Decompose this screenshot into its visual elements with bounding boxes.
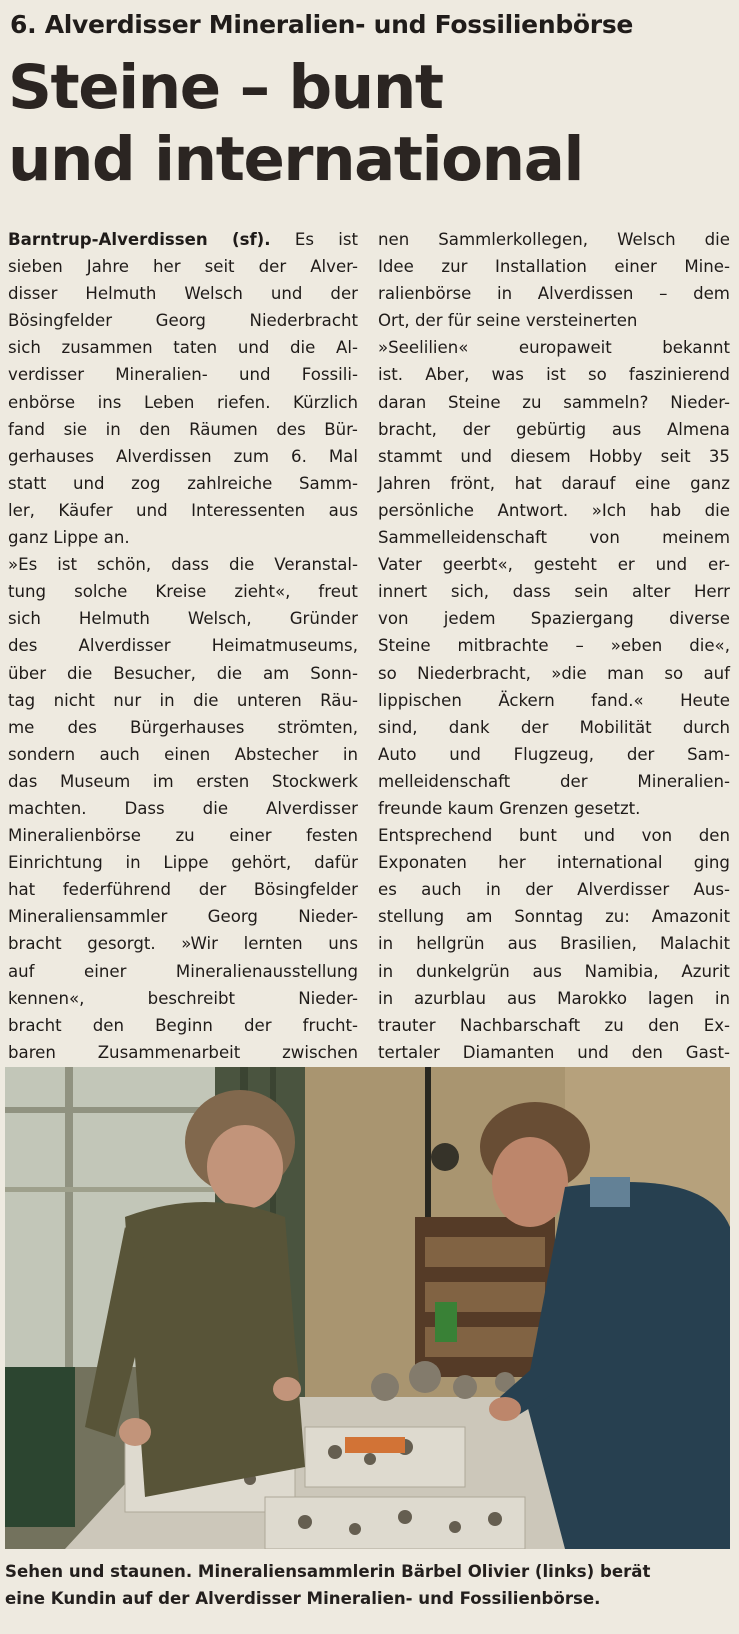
article-line: so Niederbracht, »die man so auf — [378, 663, 730, 683]
article-line: innert sich, dass sein alter Herr — [378, 582, 730, 602]
article-line: Sammelleidenschaft von meinem — [378, 528, 730, 548]
article-line: »Seelilien« europaweit bekannt — [378, 338, 730, 358]
article-line: stellung am Sonntag zu: Amazonit — [378, 907, 730, 927]
article-line: kennen«, beschreibt Nieder- — [8, 988, 358, 1008]
article-line: sind, dank der Mobilität durch — [378, 717, 730, 737]
article-line: Ort, der für seine versteinerten — [378, 311, 638, 331]
article-line: daran Steine zu sammeln? Nieder- — [378, 392, 730, 412]
article-line: bracht gesorgt. »Wir lernten uns — [8, 934, 358, 954]
article-line: Entsprechend bunt und von den — [378, 826, 730, 846]
caption-line-2: eine Kundin auf der Alverdisser Mineralien- und Fossilienbörse. — [5, 1589, 601, 1608]
article-line: sich Helmuth Welsch, Gründer — [8, 609, 358, 629]
article-line: bracht, der gebürtig aus Almena — [378, 419, 730, 439]
article-line: bracht den Beginn der frucht- — [8, 1015, 358, 1035]
article-line: hat federführend der Bösingfelder — [8, 880, 358, 900]
article-photo — [5, 1067, 730, 1549]
article-line: freunde kaum Grenzen gesetzt. — [378, 798, 641, 818]
article-line: tag nicht nur in die unteren Räu- — [8, 690, 358, 710]
headline-line-2: und international — [8, 124, 583, 195]
article-line: es auch in der Alverdisser Aus- — [378, 880, 730, 900]
article-line: tung solche Kreise zieht«, freut — [8, 582, 358, 602]
article-line: über die Besucher, die am Sonn- — [8, 663, 358, 683]
article-line: Einrichtung in Lippe gehört, dafür — [8, 853, 358, 873]
article-column-right — [378, 226, 730, 1120]
article-line: Idee zur Installation einer Mine- — [378, 257, 730, 277]
photo-illustration — [5, 1067, 730, 1549]
article-line: ist. Aber, was ist so faszinierend — [378, 365, 730, 385]
article-line: melleidenschaft der Mineralien- — [378, 771, 730, 791]
article-kicker: 6. Alverdisser Mineralien- und Fossilienbörse — [10, 10, 634, 39]
article-line: das Museum im ersten Stockwerk — [8, 771, 358, 791]
article-line: von jedem Spaziergang diverse — [378, 609, 730, 629]
article-line: nen Sammlerkollegen, Welsch die — [378, 230, 730, 249]
article-line: trauter Nachbarschaft zu den Ex- — [378, 1015, 730, 1035]
photo-caption — [5, 1558, 735, 1612]
article-line: machten. Dass die Alverdisser — [8, 798, 358, 818]
article-line: lippischen Äckern fand.« Heute — [378, 690, 730, 710]
article-line: me des Bürgerhauses strömten, — [8, 717, 358, 737]
article-line: persönliche Antwort. »Ich hab die — [378, 500, 730, 520]
article-line: auf einer Mineralienausstellung — [8, 961, 358, 981]
article-line: in azurblau aus Marokko lagen in — [378, 988, 730, 1008]
article-line: enbörse ins Leben riefen. Kürzlich — [8, 392, 358, 412]
article-line: stammt und diesem Hobby seit 35 — [378, 446, 730, 466]
article-line: gerhauses Alverdissen zum 6. Mal — [8, 446, 358, 466]
article-line: disser Helmuth Welsch und der — [8, 284, 358, 304]
article-line: tertaler Diamanten und den Gast- — [378, 1042, 730, 1062]
article-line: Exponaten her international ging — [378, 853, 730, 873]
article-line: verdisser Mineralien- und Fossili- — [8, 365, 358, 385]
article-line: »Es ist schön, dass die Veranstal- — [8, 555, 358, 575]
article-line: in hellgrün aus Brasilien, Malachit — [378, 934, 730, 954]
caption-line-1: Sehen und staunen. Mineraliensammlerin Bärbel Olivier (links) berät — [5, 1562, 651, 1581]
article-line: sieben Jahre her seit der Alver- — [8, 257, 358, 277]
article-line: Jahren frönt, hat darauf eine ganz — [378, 473, 730, 493]
article-line: Mineraliensammler Georg Nieder- — [8, 907, 358, 927]
article-line: Vater geerbt«, gesteht er und er- — [378, 555, 730, 575]
article-line: fand sie in den Räumen des Bür- — [8, 419, 358, 439]
article-line: ganz Lippe an. — [8, 528, 130, 548]
article-line: Bösingfelder Georg Niederbracht — [8, 311, 358, 331]
article-line: Steine mitbrachte – »eben die«, — [378, 636, 730, 656]
article-line: Mineralienbörse zu einer festen — [8, 826, 358, 846]
article-line: Barntrup-Alverdissen (sf). Es ist — [8, 230, 358, 249]
article-line: ler, Käufer und Interessenten aus — [8, 500, 358, 520]
article-line: Auto und Flugzeug, der Sam- — [378, 744, 730, 764]
headline-line-1: Steine – bunt — [8, 52, 443, 123]
article-line: ralienbörse in Alverdissen – dem — [378, 284, 730, 304]
article-line: sich zusammen taten und die Al- — [8, 338, 358, 358]
article-line: statt und zog zahlreiche Samm- — [8, 473, 358, 493]
article-column-left — [8, 226, 358, 1120]
article-line: baren Zusammenarbeit zwischen — [8, 1042, 358, 1062]
article-line: in dunkelgrün aus Namibia, Azurit — [378, 961, 730, 981]
article-line: des Alverdisser Heimatmuseums, — [8, 636, 358, 656]
article-headline — [8, 52, 733, 196]
article-line: sondern auch einen Abstecher in — [8, 744, 358, 764]
